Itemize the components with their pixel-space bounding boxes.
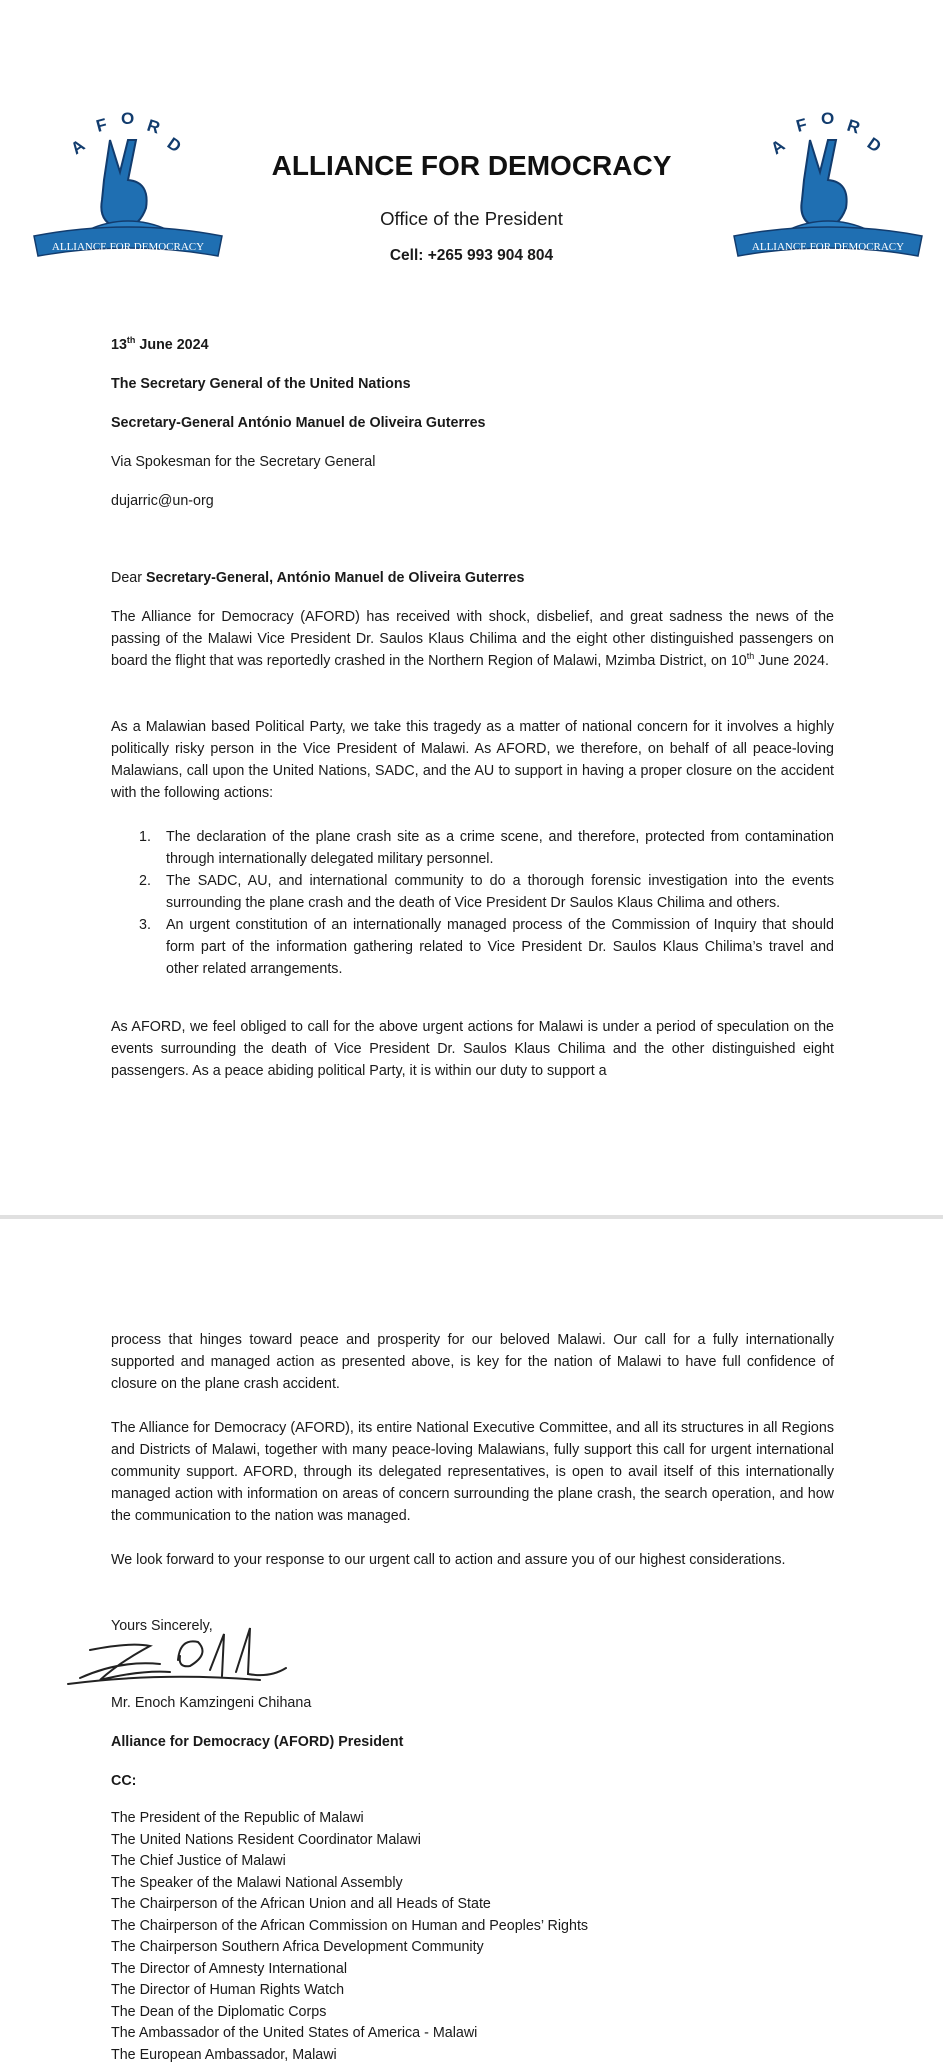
- cc-item: The European Ambassador, Malawi: [111, 2045, 834, 2066]
- recipient-line-2: Secretary-General António Manuel de Oliveira Guterres: [111, 412, 834, 434]
- svg-text:F: F: [94, 115, 109, 136]
- paragraph-4: process that hinges toward peace and prosperity for our beloved Malawi. Our call for a fully internationally supported and managed action as presented above, is key for the nation of Malawi to have full confidence of closure on the plane crash accident.: [111, 1329, 834, 1395]
- letterhead-title: ALLIANCE FOR DEMOCRACY: [0, 150, 943, 182]
- svg-text:R: R: [145, 116, 163, 138]
- cc-item: The Chief Justice of Malawi: [111, 1851, 834, 1873]
- svg-text:F: F: [794, 115, 809, 136]
- svg-text:A: A: [67, 136, 88, 159]
- svg-text:D: D: [164, 134, 185, 157]
- signature: [60, 1620, 330, 1692]
- cc-item: The United Nations Resident Coordinator Malawi: [111, 1830, 834, 1852]
- recipient-line-1: The Secretary General of the United Nations: [111, 373, 834, 395]
- svg-text:ALLIANCE FOR DEMOCRACY: ALLIANCE FOR DEMOCRACY: [52, 241, 204, 253]
- paragraph-6: We look forward to your response to our urgent call to action and assure you of our highest considerations.: [111, 1549, 834, 1571]
- email-line: dujarric@un-org: [111, 490, 834, 512]
- page-divider: [0, 1215, 943, 1219]
- action-item: 2. The SADC, AU, and international community to do a thorough forensic investigation into the events surrounding the plane crash and the death of Vice President Dr Saulos Klaus Chilima and others.: [111, 870, 834, 914]
- svg-text:ALLIANCE FOR DEMOCRACY: ALLIANCE FOR DEMOCRACY: [752, 241, 904, 253]
- svg-text:A: A: [767, 136, 788, 159]
- svg-text:R: R: [845, 116, 863, 138]
- cc-item: The Speaker of the Malawi National Assembly: [111, 1873, 834, 1895]
- cc-label: CC:: [111, 1770, 834, 1792]
- signer-title: Alliance for Democracy (AFORD) President: [111, 1731, 834, 1753]
- cc-item: The Director of Amnesty International: [111, 1959, 834, 1981]
- svg-text:D: D: [864, 134, 885, 157]
- cc-item: The Ambassador of the United States of America - Malawi: [111, 2023, 834, 2045]
- cc-item: The Chairperson Southern Africa Development Community: [111, 1937, 834, 1959]
- cc-item: The Chairperson of the African Union and all Heads of State: [111, 1894, 834, 1916]
- via-line: Via Spokesman for the Secretary General: [111, 451, 834, 473]
- closing: Yours Sincerely,: [111, 1615, 834, 1637]
- salutation: Dear Secretary-General, António Manuel de Oliveira Guterres: [111, 567, 834, 589]
- paragraph-3: As AFORD, we feel obliged to call for the above urgent actions for Malawi is under a period of speculation on the events surrounding the death of Vice President Dr. Saulos Klaus Chilima and the other distinguished eight passengers. As a peace abiding political Party, it is within our duty to support a: [111, 1016, 834, 1082]
- cc-item: The Chairperson of the African Commission on Human and Peoples’ Rights: [111, 1916, 834, 1938]
- cc-item: The Dean of the Diplomatic Corps: [111, 2002, 834, 2024]
- letterhead-cell: Cell: +265 993 904 804: [0, 247, 943, 265]
- action-item: 3. An urgent constitution of an internationally managed process of the Commission of Inquiry that should form part of the information gathering related to Vice President Dr. Saulos Klaus Chilima’s travel and other related arrangements.: [111, 914, 834, 980]
- action-list: [111, 826, 834, 980]
- cc-list: [111, 1808, 834, 2066]
- svg-text:O: O: [821, 109, 834, 128]
- signer-name: Mr. Enoch Kamzingeni Chihana: [111, 1692, 834, 1714]
- cc-item: The President of the Republic of Malawi: [111, 1808, 834, 1830]
- cc-item: The Director of Human Rights Watch: [111, 1980, 834, 2002]
- letter-date: 13th June 2024: [111, 334, 834, 356]
- paragraph-2: As a Malawian based Political Party, we take this tragedy as a matter of national concern for it involves a highly politically risky person in the Vice President of Malawi. As AFORD, we therefore, on behalf of all peace-loving Malawians, call upon the United Nations, SADC, and the AU to support in having a proper closure on the accident with the following actions:: [111, 716, 834, 804]
- letterhead-subtitle: Office of the President: [0, 208, 943, 230]
- paragraph-1: The Alliance for Democracy (AFORD) has received with shock, disbelief, and great sadness the news of the passing of the Malawi Vice President Dr. Saulos Klaus Chilima and the eight other distinguished passengers on board the flight that was reportedly crashed in the Northern Region of Malawi, Mzimba District, on 10th June 2024.: [111, 606, 834, 672]
- svg-text:O: O: [121, 109, 134, 128]
- paragraph-5: The Alliance for Democracy (AFORD), its entire National Executive Committee, and all its structures in all Regions and Districts of Malawi, together with many peace-loving Malawians, fully support this call for urgent international community support. AFORD, through its delegated representatives, is open to avail itself of this internationally managed action with information on areas of concern surrounding the plane crash, the search operation, and how the communication to the nation was managed.: [111, 1417, 834, 1527]
- action-item: 1. The declaration of the plane crash site as a crime scene, and therefore, protected from contamination through internationally delegated military personnel.: [111, 826, 834, 870]
